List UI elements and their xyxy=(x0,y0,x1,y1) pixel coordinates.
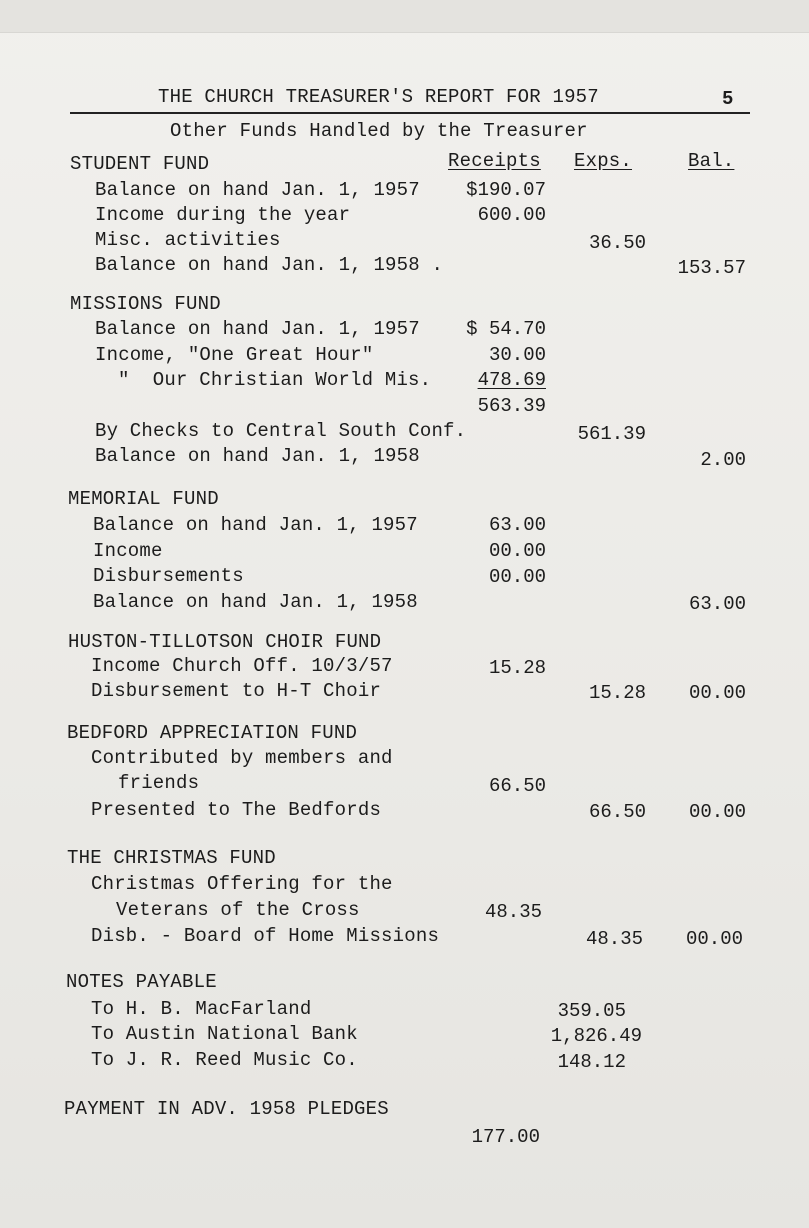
memorial-fund-row3-label: Disbursements xyxy=(93,565,244,587)
missions-fund-row1-label: Balance on hand Jan. 1, 1957 xyxy=(95,318,420,340)
choir-fund-row2-label: Disbursement to H-T Choir xyxy=(91,680,382,702)
notes-payable-row1-label: To H. B. MacFarland xyxy=(91,998,312,1020)
advance-pledges-title: PAYMENT IN ADV. 1958 PLEDGES xyxy=(64,1098,389,1120)
col-exps-header: Exps. xyxy=(574,150,633,172)
memorial-fund-row3-receipt: 00.00 xyxy=(488,566,546,588)
student-fund-row2-label: Income during the year xyxy=(95,204,351,226)
missions-fund-row5-bal: 2.00 xyxy=(700,449,746,471)
missions-fund-row3-receipt: 478.69 xyxy=(477,369,546,391)
notes-payable-title: NOTES PAYABLE xyxy=(66,971,217,993)
bedford-fund-row1b-label: friends xyxy=(118,772,200,794)
bedford-fund-title: BEDFORD APPRECIATION FUND xyxy=(67,722,358,744)
choir-fund-title: HUSTON-TILLOTSON CHOIR FUND xyxy=(68,631,382,653)
bedford-fund-row2-label: Presented to The Bedfords xyxy=(91,799,382,821)
missions-fund-row3-label: " Our Christian World Mis. xyxy=(118,369,432,391)
memorial-fund-row1-label: Balance on hand Jan. 1, 1957 xyxy=(93,514,418,536)
memorial-fund-row4-bal: 63.00 xyxy=(688,593,746,615)
col-bal-header: Bal. xyxy=(688,150,735,172)
bedford-fund-row2-bal: 00.00 xyxy=(688,801,746,823)
memorial-fund-row4-label: Balance on hand Jan. 1, 1958 xyxy=(93,591,418,613)
christmas-fund-row1-receipt: 48.35 xyxy=(484,901,542,923)
missions-fund-title: MISSIONS FUND xyxy=(70,293,221,315)
page-number: 5 xyxy=(722,88,734,110)
missions-fund-subtotal: 563.39 xyxy=(477,395,546,417)
missions-fund-row4-label: By Checks to Central South Conf. xyxy=(95,420,467,442)
page-title: THE CHURCH TREASURER'S REPORT FOR 1957 xyxy=(158,86,599,108)
advance-pledges-amount: 177.00 xyxy=(471,1126,540,1148)
notes-payable-row1-exp: 359.05 xyxy=(557,1000,626,1022)
student-fund-row3-exp: 36.50 xyxy=(588,232,646,254)
student-fund-row1-label: Balance on hand Jan. 1, 1957 xyxy=(95,179,420,201)
notes-payable-row2-exp: 1,826.49 xyxy=(550,1025,642,1047)
memorial-fund-row2-label: Income xyxy=(93,540,163,562)
student-fund-row2-receipt: 600.00 xyxy=(477,204,546,226)
notes-payable-row2-label: To Austin National Bank xyxy=(91,1023,358,1045)
christmas-fund-row1b-label: Veterans of the Cross xyxy=(116,899,360,921)
notes-payable-row3-label: To J. R. Reed Music Co. xyxy=(91,1049,358,1071)
missions-fund-row5-label: Balance on hand Jan. 1, 1958 xyxy=(95,445,420,467)
student-fund-row4-bal: 153.57 xyxy=(677,257,746,279)
bedford-fund-row1-label: Contributed by members and xyxy=(91,747,393,769)
page-subtitle: Other Funds Handled by the Treasurer xyxy=(170,120,588,142)
student-fund-row4-label: Balance on hand Jan. 1, 1958 . xyxy=(95,254,444,276)
bedford-fund-row2-exp: 66.50 xyxy=(588,801,646,823)
christmas-fund-title: THE CHRISTMAS FUND xyxy=(67,847,276,869)
memorial-fund-row2-receipt: 00.00 xyxy=(488,540,546,562)
student-fund-row3-label: Misc. activities xyxy=(95,229,281,251)
christmas-fund-row2-label: Disb. - Board of Home Missions xyxy=(91,925,440,947)
missions-fund-row1-receipt: $ 54.70 xyxy=(466,318,546,340)
christmas-fund-row2-bal: 00.00 xyxy=(685,928,743,950)
student-fund-row1-receipt: $190.07 xyxy=(466,179,546,201)
choir-fund-row1-label: Income Church Off. 10/3/57 xyxy=(91,655,393,677)
memorial-fund-row1-receipt: 63.00 xyxy=(488,514,546,536)
memorial-fund-title: MEMORIAL FUND xyxy=(68,488,219,510)
missions-fund-row2-receipt: 30.00 xyxy=(488,344,546,366)
missions-fund-row4-exp: 561.39 xyxy=(577,423,646,445)
christmas-fund-row1-label: Christmas Offering for the xyxy=(91,873,393,895)
missions-fund-row2-label: Income, "One Great Hour" xyxy=(95,344,374,366)
col-receipts-header: Receipts xyxy=(448,150,541,172)
page-top-edge xyxy=(0,0,809,33)
choir-fund-row2-exp: 15.28 xyxy=(588,682,646,704)
choir-fund-row1-receipt: 15.28 xyxy=(488,657,546,679)
notes-payable-row3-exp: 148.12 xyxy=(557,1051,626,1073)
christmas-fund-row2-exp: 48.35 xyxy=(585,928,643,950)
student-fund-title: STUDENT FUND xyxy=(70,153,210,175)
choir-fund-row2-bal: 00.00 xyxy=(688,682,746,704)
bedford-fund-row1-receipt: 66.50 xyxy=(488,775,546,797)
